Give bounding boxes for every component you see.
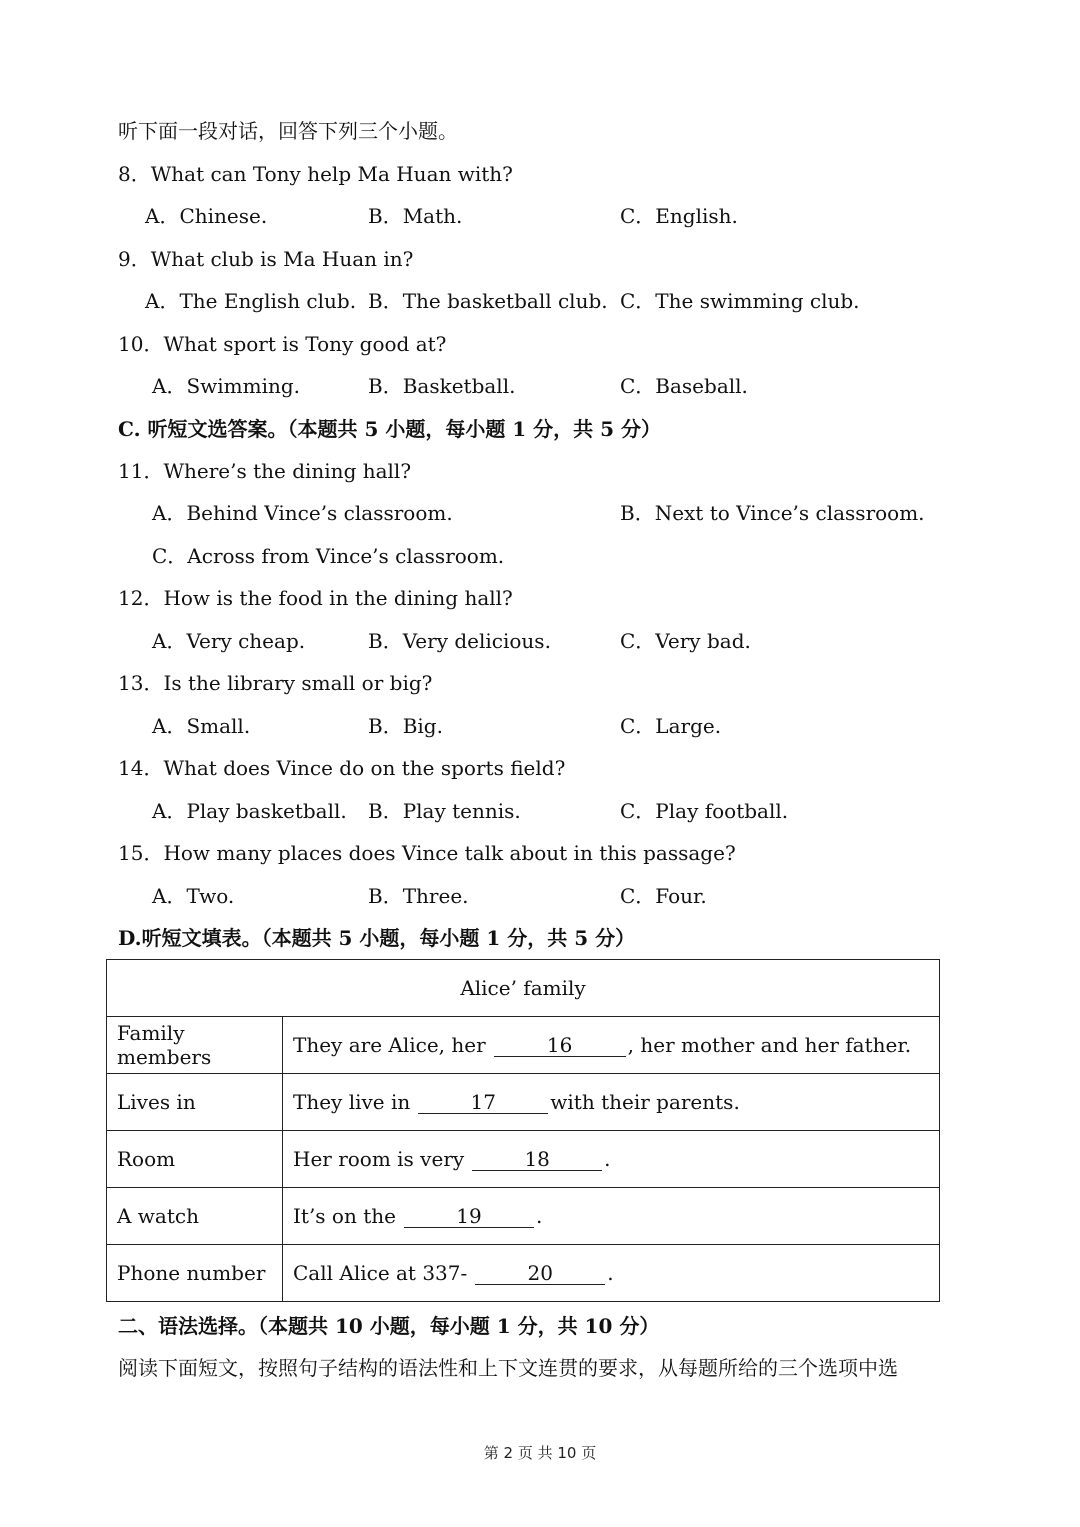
q10-option-a: A．Swimming. (152, 374, 301, 398)
q8-option-c: C．English. (620, 204, 738, 228)
q15-option-a: A．Two. (152, 884, 235, 908)
section-2-heading: 二、语法选择。（本题共 10 小题，每小题 1 分，共 10 分） (118, 1314, 660, 1338)
row-label: A watch (107, 1188, 283, 1245)
q13-option-a: A．Small. (152, 714, 251, 738)
row-content (283, 1017, 940, 1074)
row-content (283, 1245, 940, 1302)
q10-option-c: C．Baseball. (620, 374, 748, 398)
table-row (107, 1074, 940, 1131)
q9-option-c: C．The swimming club. (620, 289, 860, 313)
q8-option-a: A．Chinese. (145, 204, 268, 228)
section-c-heading: C. 听短文选答案。（本题共 5 小题，每小题 1 分，共 5 分） (118, 417, 662, 441)
row-text: They are Alice, her (293, 1033, 486, 1057)
row-content (283, 1074, 940, 1131)
blank-18: 18 (472, 1148, 602, 1171)
q13-option-c: C．Large. (620, 714, 722, 738)
question-12: 12．How is the food in the dining hall? (118, 586, 513, 610)
row-text: They live in (293, 1090, 411, 1114)
question-10: 10．What sport is Tony good at? (118, 332, 447, 356)
table-row (107, 1245, 940, 1302)
q15-option-b: B．Three. (368, 884, 469, 908)
q12-option-a: A．Very cheap. (152, 629, 306, 653)
row-label: Room (107, 1131, 283, 1188)
question-8: 8．What can Tony help Ma Huan with? (118, 162, 513, 186)
q8-option-b: B．Math. (368, 204, 463, 228)
dialogue-instruction: 听下面一段对话，回答下列三个小题。 (118, 119, 458, 143)
row-label: Lives in (107, 1074, 283, 1131)
q11-option-b: B．Next to Vince’s classroom. (620, 501, 925, 525)
question-15: 15．How many places does Vince talk about in this passage? (118, 841, 736, 865)
table-row (107, 1188, 940, 1245)
q9-option-b: B．The basketball club. (368, 289, 608, 313)
question-13: 13．Is the library small or big? (118, 671, 433, 695)
blank-16: 16 (494, 1034, 626, 1057)
row-text: It’s on the (293, 1204, 396, 1228)
question-9: 9．What club is Ma Huan in? (118, 247, 414, 271)
table-row (107, 1131, 940, 1188)
q10-option-b: B．Basketball. (368, 374, 516, 398)
q15-option-c: C．Four. (620, 884, 707, 908)
question-14: 14．What does Vince do on the sports field? (118, 756, 566, 780)
q12-option-b: B．Very delicious. (368, 629, 551, 653)
q14-option-b: B．Play tennis. (368, 799, 521, 823)
fill-in-table (106, 959, 940, 1302)
page-number: 第 2 页 共 10 页 (483, 1444, 597, 1462)
question-11: 11．Where’s the dining hall? (118, 459, 412, 483)
row-text: Her room is very (293, 1147, 465, 1171)
row-text: Call Alice at 337- (293, 1261, 468, 1285)
row-text: with their parents. (550, 1090, 740, 1114)
q13-option-b: B．Big. (368, 714, 443, 738)
row-content (283, 1188, 940, 1245)
table-title: Alice’ family (107, 960, 940, 1017)
row-content (283, 1131, 940, 1188)
section-2-instruction: 阅读下面短文，按照句子结构的语法性和上下文连贯的要求，从每题所给的三个选项中选 (118, 1356, 898, 1380)
blank-17: 17 (418, 1091, 548, 1114)
row-text: . (604, 1147, 611, 1171)
section-d-heading: D.听短文填表。（本题共 5 小题，每小题 1 分，共 5 分） (118, 926, 636, 950)
q11-option-a: A．Behind Vince’s classroom. (152, 501, 453, 525)
row-text: . (535, 1204, 543, 1228)
row-label: Family members (107, 1017, 283, 1074)
q14-option-c: C．Play football. (620, 799, 789, 823)
q11-option-c: C．Across from Vince’s classroom. (152, 544, 505, 568)
blank-19: 19 (404, 1205, 534, 1228)
row-label: Phone number (107, 1245, 283, 1302)
blank-20: 20 (475, 1262, 605, 1285)
q9-option-a: A．The English club. (145, 289, 357, 313)
table-header-row (107, 960, 940, 1017)
table-row (107, 1017, 940, 1074)
q12-option-c: C．Very bad. (620, 629, 751, 653)
q14-option-a: A．Play basketball. (152, 799, 347, 823)
row-text: . (607, 1261, 614, 1285)
row-text: , her mother and her father. (627, 1033, 912, 1057)
